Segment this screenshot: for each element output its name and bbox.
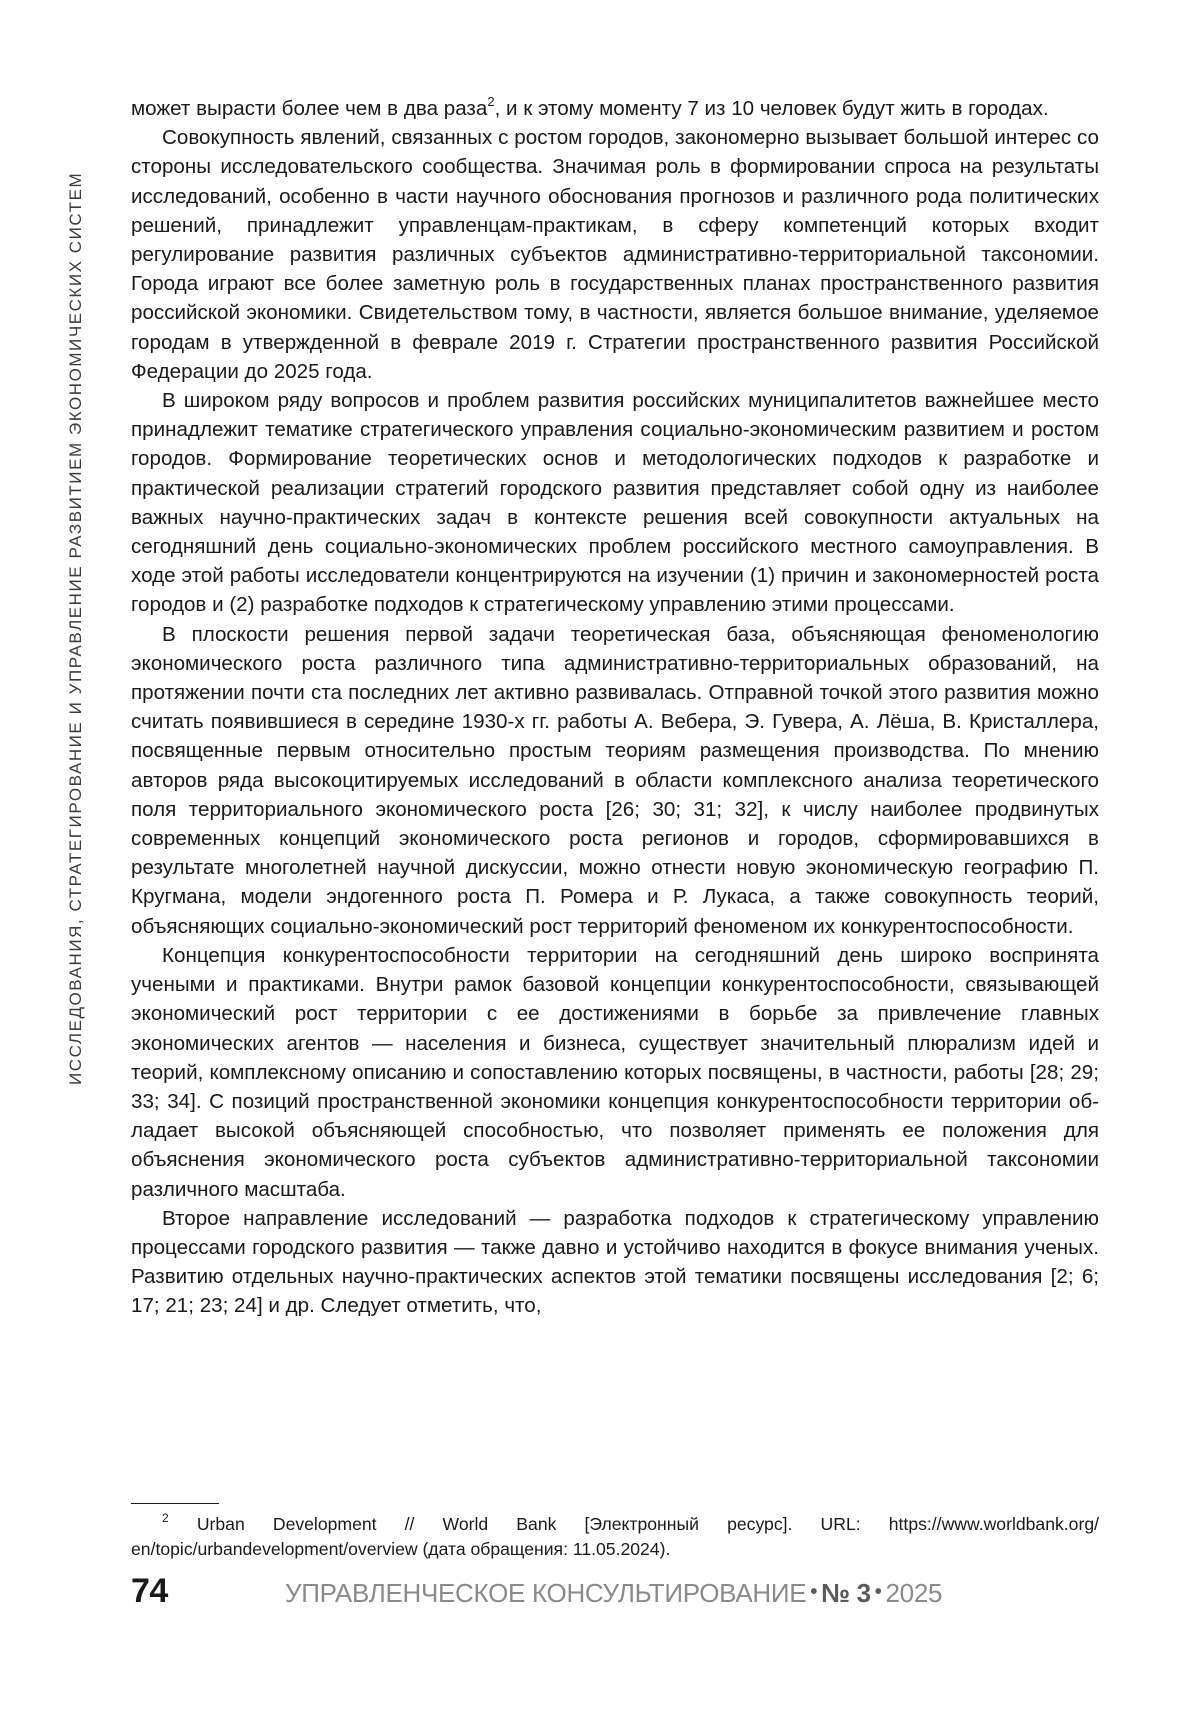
paragraph: В широком ряду вопросов и проблем развития российских муниципалитетов важнейшее место принадлежит тематике стратегического управления социально-экономическим развитием и ростом городов. Формирование теоретических основ и методологических подходов к разработке и практической реализации стратегий городского развития представляет собой одну из наиболее важных научно-практических задач в контексте решения всей совокупности актуальных на сегодняшний день социально-экономических проблем российского местного самоуправления. В ходе этой работы исследователи концентрируются на изучении (1) причин и закономерностей роста городов и (2) разработке подходов к стратегическому управлению этими процессами. [131,389,1099,617]
journal-name: УПРАВЛЕНЧЕСКОЕ КОНСУЛЬТИРОВАНИЕ [285,1578,807,1608]
issue-year: 2025 [885,1578,943,1608]
paragraph-text: может вырасти более чем в два раза [131,97,488,120]
footnote-marker: 2 [162,1511,169,1526]
paragraph: Концепция конкурентоспособности территории на сегодняшний день широко воспринята учеными и практиками. Внутри рамок базовой концепции конкурентоспособности, связывающей экономический рост территории с ее достижениями в борьбе за привлечение главных экономических агентов — населения и бизнеса, существует значительный плюрализм идей и теорий, комплексному описанию и сопоставлению которых посвящены, в частности, работы [28; 29; 33; 34]. С позиций пространственной экономики концепция конкурентоспособности территории обладает высокой объясняющей способностью, что позволяет применять ее положения для объяснения экономического роста субъектов административно-территориальной таксономии различного масштаба. [131,943,1099,1201]
footnote-divider [131,1503,219,1504]
footnote-reference[interactable]: 2 [487,94,495,110]
footnote [131,1512,1099,1562]
journal-title [285,1578,942,1609]
paragraph: В плоскости решения первой задачи теоретическая база, объясняющая феноменологию экономического роста различного типа административно-территориальных образований, на протяжении почти ста последних лет активно развивалась. Отправной точкой этого развития можно считать появившиеся в середине 1930-х гг. работы А. Вебера, Э. Гувера, А. Лёша, В. Кристаллера, посвященные первым относительно простым теориям размещения производства. По мнению авторов ряда высокоцитируемых исследований в области комплексного анализа теоретического поля территориального экономического роста [26; 30; 31; 32], к числу наиболее продвинутых современных концепций экономического роста регионов и городов, сформировавшихся в результате многолетней научной дискуссии, можно отнести новую экономическую географию П. Кругмана, модели эндогенного роста П. Ромера и Р. Лукаса, а также совокупность теорий, объясняющих социально-экономический рост территорий феноменом их конкурентоспособности. [131,622,1099,938]
separator-dot: • [874,1581,882,1603]
paragraph: Совокупность явлений, связанных с ростом городов, закономерно вызывает большой интерес со стороны исследовательского сообщества. Значимая роль в формировании спроса на результаты исследований, особенно в части научного обоснования прогнозов и различного рода политических решений, принадлежит управленцам-практикам, в сферу компетенций которых входит регулирование развития различных субъектов административно-территориальной таксономии. Города играют все более заметную роль в государственных планах пространственного развития российской экономики. Свидетельством тому, в частности, является большое внимание, уделяемое городам в утвержденной в феврале 2019 г. Стратегии пространственного развития Российской Федерации до 2025 года. [131,126,1099,383]
page-number: 74 [131,1572,168,1610]
page-footer [131,1570,1099,1620]
running-header: ИССЛЕДОВАНИЯ, СТРАТЕГИРОВАНИЕ И УПРАВЛЕНИЕ РАЗВИТИЕМ ЭКОНОМИЧЕСКИХ СИСТЕМ [66,171,85,1085]
paragraph-text: , и к этому моменту 7 из 10 человек будут жить в городах. [494,97,1049,120]
article-body [131,94,1099,1321]
issue-number: № 3 [821,1578,871,1608]
footnote-text: Urban Development // World Bank [Электронный ресурс]. URL: https://www.worldbank.org/ en/topic/urbandevelopment/overview (дата обращения: 11.05.2024). [131,1514,1099,1559]
separator-dot: • [810,1581,818,1603]
paragraph-continued [131,94,1099,123]
paragraph: Второе направление исследований — разработка подходов к стратегическому управлению процессами городского развития — также давно и устойчиво находится в фокусе внимания ученых. Развитию отдельных научно-практических аспектов этой тематики посвящены исследования [2; 6; 17; 21; 23; 24] и др. Следует отметить, что, [131,1206,1099,1318]
